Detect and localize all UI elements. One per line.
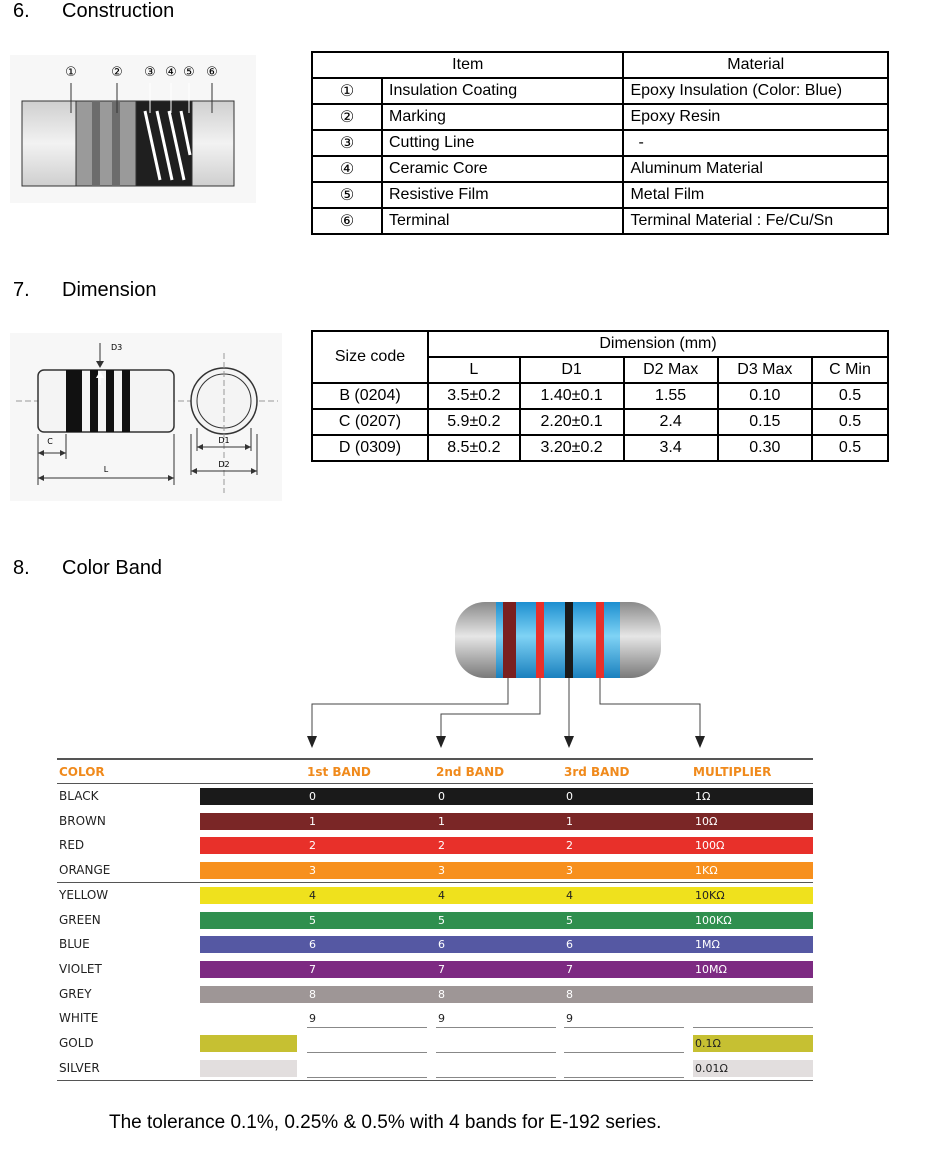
multiplier-value: 0.1Ω [695,1037,721,1050]
band2-digit: 2 [438,839,445,852]
item-number: ⑤ [312,182,382,208]
item-material: Epoxy Insulation (Color: Blue) [623,78,888,104]
blank-rule [307,1027,427,1028]
cell-size: D (0309) [312,435,428,461]
table-row [312,104,888,130]
item-name: Resistive Film [382,182,623,208]
group-divider [57,1080,813,1081]
blank-rule [564,1052,684,1053]
item-material: Terminal Material : Fe/Cu/Sn [623,208,888,234]
label-d2: D2 [218,460,230,469]
item-number: ④ [312,156,382,182]
table-row [312,182,888,208]
section-title: Construction [62,0,175,22]
band1-digit: 8 [309,988,316,1001]
section-title: Dimension [62,279,157,301]
callout-5: ⑤ [183,65,195,80]
label-l: L [103,465,109,474]
callout-4: ④ [165,65,177,80]
cell-c: 0.5 [812,409,888,435]
item-material: Aluminum Material [623,156,888,182]
item-name: Insulation Coating [382,78,623,104]
header-material: Material [623,52,888,78]
color-bar [200,813,813,830]
construction-table [311,51,889,235]
multiplier-value: 1KΩ [695,864,718,877]
section-number: 6. [13,0,30,22]
table-header-row [312,331,888,357]
band2-digit: 6 [438,938,445,951]
section-number: 7. [13,279,30,301]
dimension-table [311,330,889,462]
band3-digit: 4 [566,889,573,902]
color-name: RED [59,838,85,852]
item-number: ⑥ [312,208,382,234]
multiplier-value: 1MΩ [695,938,720,951]
item-material: Metal Film [623,182,888,208]
construction-diagram [10,55,256,203]
section-title: Color Band [62,557,163,579]
blank-rule [436,1077,556,1078]
blank-rule [436,1052,556,1053]
table-row [312,156,888,182]
cell-d3: 0.10 [718,383,812,409]
multiplier-value: 10KΩ [695,889,725,902]
color-swatch [200,1035,297,1052]
band2-digit: 1 [438,815,445,828]
band1-digit: 0 [309,790,316,803]
item-material: - [623,130,888,156]
table-row [312,435,888,461]
header-multiplier: MULTIPLIER [693,765,772,779]
cell-d1: 2.20±0.1 [520,409,624,435]
cell-l: 5.9±0.2 [428,409,520,435]
color-name: BROWN [59,814,106,828]
header-c-min: C Min [812,357,888,383]
header-band1: 1st BAND [307,765,371,779]
table-header-row [312,52,888,78]
cell-l: 3.5±0.2 [428,383,520,409]
band2-digit: 0 [438,790,445,803]
band2-digit: 7 [438,963,445,976]
item-name: Cutting Line [382,130,623,156]
header-size-code: Size code [312,331,428,383]
table-top-rule [57,758,813,760]
blank-rule [436,1027,556,1028]
cell-d2: 1.55 [624,383,718,409]
band3-digit: 7 [566,963,573,976]
multiplier-value: 100Ω [695,839,725,852]
band3-digit: 8 [566,988,573,1001]
band1-digit: 4 [309,889,316,902]
multiplier-value: 0.01Ω [695,1062,728,1075]
item-name: Terminal [382,208,623,234]
blank-rule [564,1027,684,1028]
band3-digit: 9 [566,1012,573,1025]
band1-digit: 9 [309,1012,316,1025]
tolerance-note: The tolerance 0.1%, 0.25% & 0.5% with 4 bands for E-192 series. [109,1112,662,1133]
item-number: ② [312,104,382,130]
color-name: WHITE [59,1011,99,1025]
color-bar [200,936,813,953]
band3-digit: 5 [566,914,573,927]
color-name: YELLOW [59,888,109,902]
multiplier-value: 10Ω [695,815,718,828]
group-divider [57,882,813,883]
label-c: C [47,437,53,446]
multiplier-value: 10MΩ [695,963,727,976]
callout-3: ③ [144,65,156,80]
item-number: ① [312,78,382,104]
table-row [312,130,888,156]
color-name: GOLD [59,1036,94,1050]
cell-l: 8.5±0.2 [428,435,520,461]
blank-rule [307,1077,427,1078]
band2-digit: 3 [438,864,445,877]
header-d2-max: D2 Max [624,357,718,383]
callout-1: ① [65,65,77,80]
band3-digit: 0 [566,790,573,803]
table-row [312,78,888,104]
color-name: BLACK [59,789,99,803]
resistor-band-diagram [300,596,720,756]
band1-digit: 5 [309,914,316,927]
color-name: SILVER [59,1061,100,1075]
item-number: ③ [312,130,382,156]
band1-digit: 6 [309,938,316,951]
header-color: COLOR [59,765,105,779]
item-material: Epoxy Resin [623,104,888,130]
callout-6: ⑥ [206,65,218,80]
cell-d3: 0.15 [718,409,812,435]
label-d1: D1 [218,436,230,445]
header-d3-max: D3 Max [718,357,812,383]
cell-d1: 1.40±0.1 [520,383,624,409]
band2-digit: 9 [438,1012,445,1025]
dimension-diagram [10,333,282,501]
cell-d1: 3.20±0.2 [520,435,624,461]
table-row [312,208,888,234]
item-name: Ceramic Core [382,156,623,182]
section-number: 8. [13,557,30,579]
cell-d2: 3.4 [624,435,718,461]
color-bar [200,788,813,805]
band3-digit: 3 [566,864,573,877]
cell-c: 0.5 [812,435,888,461]
header-rule [57,783,813,784]
blank-rule [693,1027,813,1028]
color-name: BLUE [59,937,90,951]
header-dimension-group: Dimension (mm) [428,331,888,357]
band3-digit: 1 [566,815,573,828]
header-d1: D1 [520,357,624,383]
band2-digit: 8 [438,988,445,1001]
cell-size: B (0204) [312,383,428,409]
band3-digit: 6 [566,938,573,951]
cell-c: 0.5 [812,383,888,409]
cell-size: C (0207) [312,409,428,435]
header-l: L [428,357,520,383]
color-bar [200,862,813,879]
color-name: GREY [59,987,92,1001]
band1-digit: 3 [309,864,316,877]
color-name: VIOLET [59,962,102,976]
header-band2: 2nd BAND [436,765,505,779]
color-name: GREEN [59,913,101,927]
multiplier-value: 1Ω [695,790,711,803]
band1-digit: 7 [309,963,316,976]
color-bar [200,986,813,1003]
callout-2: ② [111,65,123,80]
color-name: ORANGE [59,863,111,877]
item-name: Marking [382,104,623,130]
band3-digit: 2 [566,839,573,852]
table-row [312,383,888,409]
band1-digit: 2 [309,839,316,852]
cell-d2: 2.4 [624,409,718,435]
band2-digit: 5 [438,914,445,927]
table-row [312,409,888,435]
header-item: Item [312,52,623,78]
band1-digit: 1 [309,815,316,828]
cell-d3: 0.30 [718,435,812,461]
label-d3: D3 [111,343,123,352]
blank-rule [564,1077,684,1078]
blank-rule [307,1052,427,1053]
multiplier-value: 100KΩ [695,914,732,927]
header-band3: 3rd BAND [564,765,630,779]
band2-digit: 4 [438,889,445,902]
color-swatch [200,1060,297,1077]
